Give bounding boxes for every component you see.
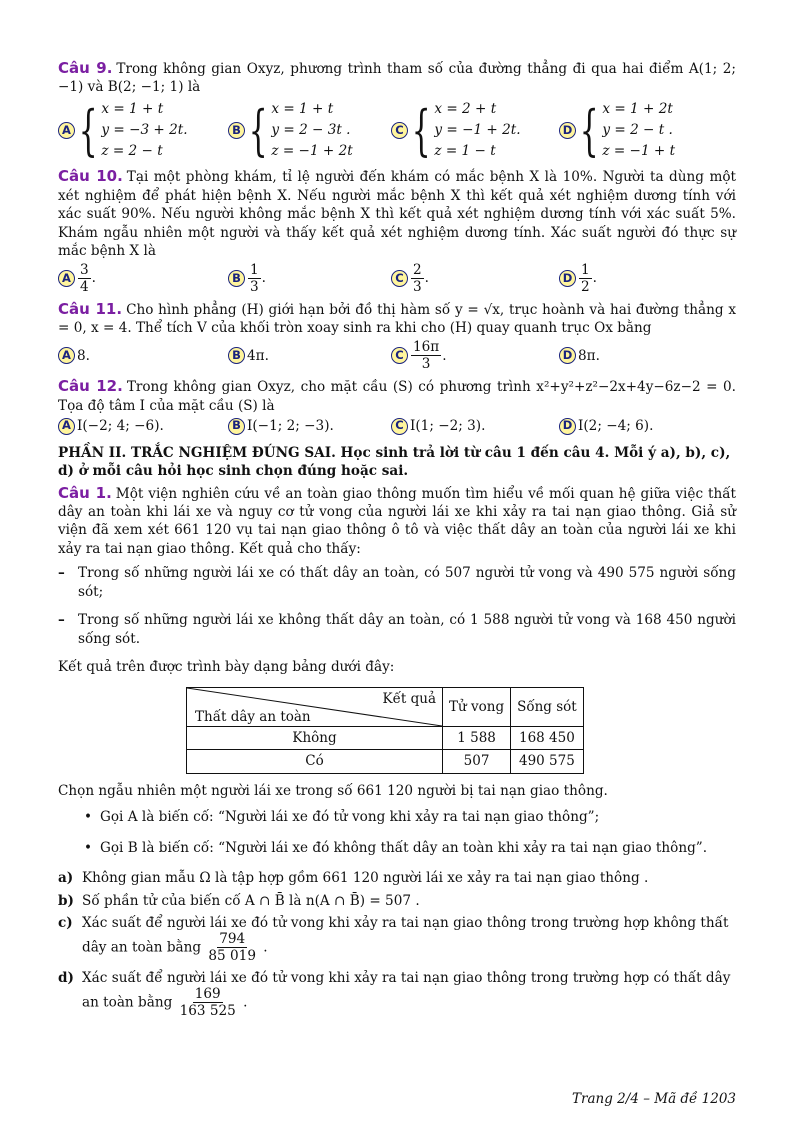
question-11 [58,299,736,338]
option-c[interactable] [391,417,559,435]
option-c[interactable]: C $\frac{16\pi}{3}$ . [391,340,559,372]
equation-line: z = −1 + 2t [271,143,353,160]
table-row [187,726,584,749]
equation-line: z = 2 − t [101,143,163,160]
list-item: – Trong số những người lái xe có thất dây an toàn, có 507 người tử vong và 490 575 người sống sót; [58,564,736,601]
brace-icon: { [579,98,599,162]
fraction-denominator: 85 019 [208,948,256,965]
question-label: Câu 11. [58,299,123,318]
question-10 [58,166,736,260]
option-letter: D [559,270,576,287]
list-item: • Gọi B là biến cố: “Người lái xe đó không thất dây an toàn khi xảy ra tai nạn giao thông”. [84,839,736,857]
question-label: Câu 9. [58,59,113,77]
option-value: 8π. [578,347,600,364]
option-a[interactable]: A $\frac{3}{4}$ . [58,263,228,295]
option-value: I(1; −2; 3). [410,418,486,435]
equation-line: z = 1 − t [434,143,496,160]
bullet-list [84,808,736,857]
equation-line: y = −1 + 2t. [434,122,521,139]
option-b[interactable] [228,417,391,435]
question-text: Cho hình phẳng (H) giới hạn bởi đồ thị hàm số y = √x, trục hoành và hai đường thẳng x = 0, x = 4. Thể tích V của khối tròn xoay sinh ra khi cho (H) quay quanh trục Ox bằng [58,301,737,337]
option-value: 4π. [247,347,269,364]
option-b[interactable] [228,99,391,162]
fraction-numerator: 2 [413,261,422,278]
option-letter: A [58,270,75,287]
equation-line: y = 2 − 3t . [271,122,351,139]
question-text: Trong không gian Oxyz, phương trình tham số của đường thẳng đi qua hai điểm A(1; 2; −1) và B(2; −1; 1) là [58,61,736,96]
page-content [58,58,736,1024]
fraction-denominator: 2 [581,278,590,295]
option-letter: D [559,347,576,364]
option-d[interactable] [559,417,653,435]
option-d[interactable]: D $\frac{1}{2}$ . [559,263,597,295]
statement-d: d) Xác suất để người lái xe đó tử vong khi xảy ra tai nạn giao thông trong trường hợp có thất dây an toàn bằng $\frac{169}{163 525}$ . [58,969,731,1020]
brace-icon: { [411,98,431,162]
fraction-denominator: 3 [250,278,259,295]
question-11-options [58,340,736,372]
corner-bottom-label: Thất dây an toàn [195,708,311,725]
choose-text: Chọn ngẫu nhiên một người lái xe trong số 661 120 người bị tai nạn giao thông. [58,782,608,799]
option-a[interactable] [58,99,228,162]
option-c[interactable]: C $\frac{2}{3}$ . [391,263,559,295]
question-12 [58,376,736,415]
table-corner-cell [187,687,443,726]
option-letter: C [391,270,408,287]
fraction-numerator: 1 [581,261,590,278]
fraction-numerator: 794 [219,931,246,948]
equation-line: y = 2 − t . [602,122,673,139]
question-10-options [58,263,736,295]
option-letter: B [228,347,245,364]
fraction-denominator: 3 [413,278,422,295]
column-header: Sống sót [511,687,584,726]
fraction-numerator: 169 [194,986,221,1003]
row-label: Không [187,726,443,749]
option-value: I(−2; 4; −6). [77,418,164,435]
statement-label: c) [58,915,73,931]
equation-line: x = 1 + 2t [602,100,673,117]
option-letter: A [58,122,75,139]
question-text: Tại một phòng khám, tỉ lệ người đến khám có mắc bệnh X là 10%. Người ta dùng một xét nghiệm để phát hiện bệnh X. Nếu người mắc bệnh X thì kết quả xét nghiệm dương tính với xác suất 90%. Nếu người không mắc bệnh X thì kết quả xét nghiệm dương tính với xác suất 5%. Khám ngẫu nhiên một người và thấy kết quả xét nghiệm dương tính. Xác suất người đó thực sự mắc bệnh X là [58,169,736,260]
option-value: 8. [77,347,90,364]
option-letter: B [228,122,245,139]
option-d[interactable] [559,347,600,365]
option-letter: D [559,418,576,435]
equation-line: x = 1 + t [271,100,334,117]
fraction-numerator: 16π [413,338,440,355]
option-b[interactable]: B $\frac{1}{3}$ . [228,263,391,295]
page-footer: Trang 2/4 – Mã đề 1203 [572,1091,736,1107]
statement-text: Xác suất để người lái xe đó tử vong khi xảy ra tai nạn giao thông trong trường hợp có thất dây an toàn bằng [82,969,731,1011]
fraction-denominator: 163 525 [179,1003,236,1020]
brace-icon: { [78,98,98,162]
question-12-options [58,417,736,435]
option-letter: B [228,270,245,287]
fraction-denominator: 4 [80,278,89,295]
option-letter: C [391,418,408,435]
table-intro: Kết quả trên được trình bày dạng bảng dưới đây: [58,659,395,676]
option-value: I(−1; 2; −3). [247,418,334,435]
option-d[interactable] [559,99,675,162]
statement-label: d) [58,969,74,986]
question-9 [58,58,736,97]
question-label: Câu 1. [58,483,112,502]
option-a[interactable] [58,417,228,435]
fraction-numerator: 1 [250,261,259,278]
statement-text: Xác suất để người lái xe đó tử vong khi xảy ra tai nạn giao thông trong trường hợp không thất dây an toàn bằng [82,915,729,957]
question-text: Một viện nghiên cứu về an toàn giao thông muốn tìm hiểu về mối quan hệ giữa việc thất dây an toàn khi lái xe và nguy cơ tử vong của người lái xe khi xảy ra tai nạn giao thông. Giả sử viện đã xem xét 661 120 vụ tai nạn giao thông ô tô và việc thất dây an toàn của người lái xe khi xảy ra tai nạn giao thông. Kết quả cho thấy: [58,485,736,557]
brace-icon: { [248,98,268,162]
fraction-denominator: 3 [421,355,431,372]
statement-text: Không gian mẫu Ω là tập hợp gồm 661 120 người lái xe xảy ra tai nạn giao thông . [82,870,649,887]
option-value: I(2; −4; 6). [578,418,654,435]
question-text: Trong không gian Oxyz, cho mặt cầu (S) có phương trình x²+y²+z²−2x+4y−6z−2 = 0. Tọa độ tâm I của mặt cầu (S) là [58,379,737,414]
option-letter: A [58,347,75,364]
option-b[interactable] [228,347,391,365]
list-item: • Gọi A là biến cố: “Người lái xe đó tử vong khi xảy ra tai nạn giao thông”; [84,808,736,826]
equation-line: z = −1 + t [602,143,676,160]
statement-a [58,869,736,887]
question-label: Câu 10. [58,167,123,186]
part2-question-1 [58,483,736,559]
option-letter: A [58,418,75,435]
option-letter: B [228,418,245,435]
equation-line: x = 2 + t [434,100,497,117]
data-table [186,687,584,774]
table-cell: 168 450 [511,726,584,749]
option-c[interactable] [391,99,559,162]
statement-text: Số phần tử của biến cố A ∩ B̄ là n(A ∩ B̄) = 507 . [82,892,420,909]
corner-top-label: Kết quả [382,690,436,707]
equation-line: x = 1 + t [101,100,164,117]
table-cell: 507 [443,750,511,773]
statement-label: a) [58,870,74,887]
section-heading: PHẦN II. TRẮC NGHIỆM ĐÚNG SAI. Học sinh trả lời từ câu 1 đến câu 4. Mỗi ý a), b), c), d) ở mỗi câu hỏi học sinh chọn đúng hoặc sai. [58,444,731,480]
statement-label: b) [58,892,74,909]
statement-b [58,892,736,910]
option-letter: C [391,122,408,139]
equation-line: y = −3 + 2t. [101,122,188,139]
question-label: Câu 12. [58,377,123,396]
row-label: Có [187,750,443,773]
dash-list [58,564,736,648]
column-header: Tử vong [443,687,511,726]
list-item: – Trong số những người lái xe không thất dây an toàn, có 1 588 người tử vong và 168 450 người sống sót. [58,611,736,648]
option-letter: C [391,347,408,364]
fraction-numerator: 3 [80,261,89,278]
statement-c: c) Xác suất để người lái xe đó tử vong khi xảy ra tai nạn giao thông trong trường hợp không thất dây an toàn bằng $\frac{794}{85 019}$ . [58,915,729,965]
table-cell: 1 588 [443,726,511,749]
question-9-options [58,99,736,162]
table-cell: 490 575 [511,750,584,773]
table-row [187,750,584,773]
option-a[interactable] [58,347,228,365]
option-letter: D [559,122,576,139]
